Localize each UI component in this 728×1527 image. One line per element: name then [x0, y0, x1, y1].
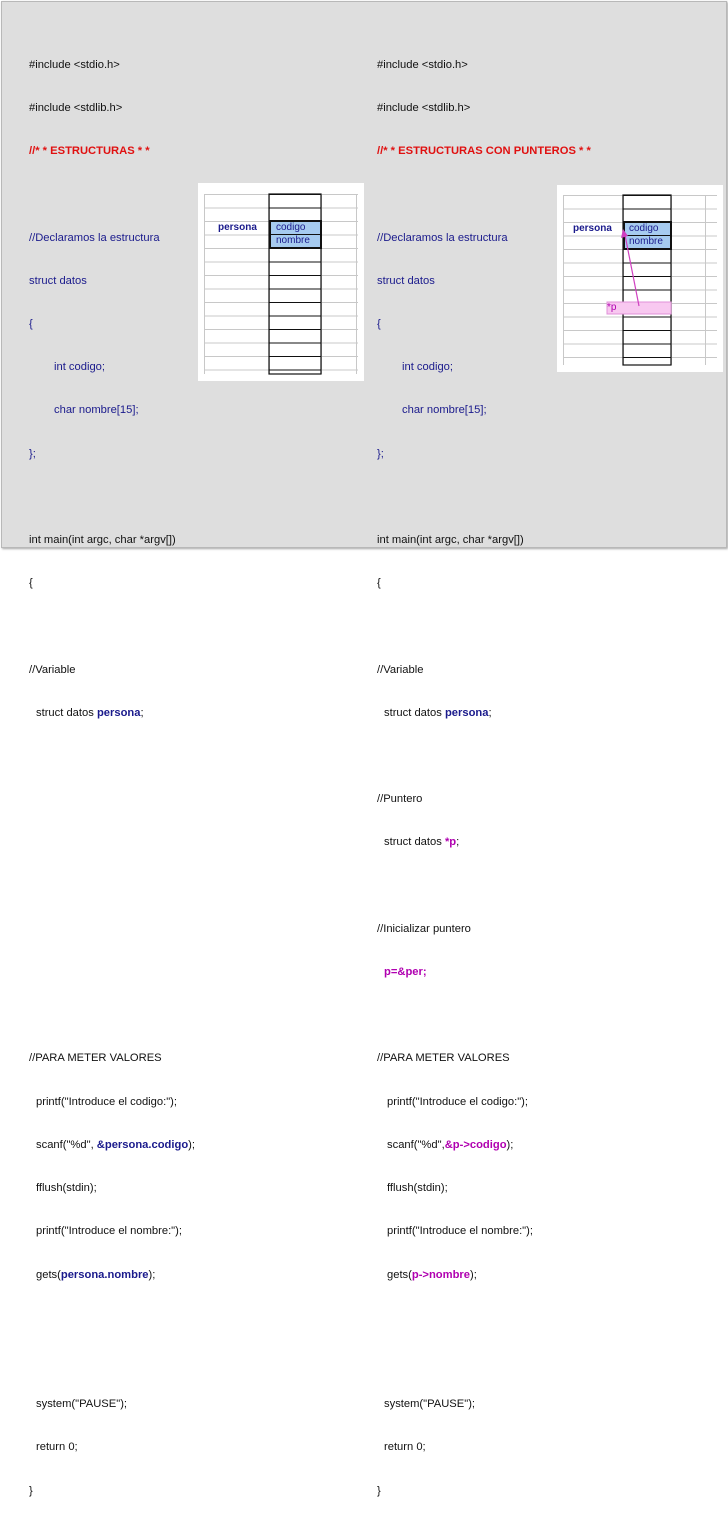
- left-main-open: {: [29, 577, 33, 590]
- right-scanf-suffix: );: [506, 1138, 514, 1151]
- right-brace-close: };: [377, 447, 384, 460]
- right-ptr-decl-prefix: struct datos: [384, 836, 445, 849]
- right-var-decl-suffix: ;: [488, 706, 492, 719]
- right-scanf-arg: &p->codigo: [444, 1138, 507, 1151]
- left-memory-grid: [198, 183, 364, 381]
- left-include-stdio: #include <stdio.h>: [29, 58, 120, 71]
- left-brace-close: };: [29, 447, 36, 460]
- left-field-nombre: char nombre[15];: [54, 404, 139, 417]
- left-var-declaration: [29, 706, 195, 720]
- right-init-statement: p=&per;: [384, 966, 427, 979]
- left-code-listing: [29, 29, 195, 1527]
- left-fflush: fflush(stdin);: [36, 1182, 97, 1195]
- right-ptr-declaration: [377, 835, 591, 849]
- left-var-decl-prefix: struct datos: [36, 706, 97, 719]
- left-main-close: }: [29, 1484, 33, 1497]
- right-ptr-name: *p: [444, 836, 457, 849]
- right-include-stdlib: #include <stdlib.h>: [377, 102, 471, 115]
- right-gets-suffix: );: [470, 1268, 477, 1281]
- right-struct-head: struct datos: [377, 274, 435, 287]
- left-nombre-label: nombre: [276, 235, 310, 246]
- left-var-decl-suffix: ;: [140, 706, 144, 719]
- left-scanf-suffix: );: [188, 1138, 196, 1151]
- right-gets-arg: p->nombre: [411, 1268, 470, 1281]
- right-values-comment: //PARA METER VALORES: [377, 1052, 510, 1065]
- right-init-comment: //Inicializar puntero: [377, 922, 471, 935]
- left-title-comment: //* * ESTRUCTURAS * *: [29, 145, 150, 158]
- left-var-comment: //Variable: [29, 663, 76, 676]
- left-codigo-label: codigo: [276, 222, 306, 233]
- left-gets-suffix: );: [148, 1268, 156, 1281]
- right-var-declaration: [377, 706, 591, 720]
- right-scanf-line: [377, 1138, 591, 1152]
- right-scanf-prefix: scanf("%d",: [387, 1138, 445, 1151]
- right-main-signature: int main(int argc, char *argv[]): [377, 534, 524, 547]
- left-scanf-prefix: scanf("%d",: [36, 1138, 97, 1151]
- right-field-nombre: char nombre[15];: [402, 404, 487, 417]
- left-scanf-line: [29, 1138, 195, 1152]
- right-memory-diagram: [557, 185, 723, 372]
- right-declare-comment: //Declaramos la estructura: [377, 231, 508, 244]
- left-return: return 0;: [36, 1441, 78, 1454]
- right-fflush: fflush(stdin);: [387, 1182, 448, 1195]
- right-memory-grid: [557, 185, 723, 372]
- left-printf-codigo: printf("Introduce el codigo:");: [36, 1095, 178, 1108]
- right-field-codigo: int codigo;: [402, 361, 453, 374]
- right-printf-nombre: printf("Introduce el nombre:");: [387, 1225, 533, 1238]
- right-var-comment: //Variable: [377, 663, 424, 676]
- left-memory-diagram: [198, 183, 364, 381]
- right-ptr-comment: //Puntero: [377, 793, 423, 806]
- right-nombre-label: nombre: [629, 236, 663, 247]
- right-ptr-label: *p: [607, 302, 617, 313]
- left-gets-arg: persona.nombre: [60, 1268, 149, 1281]
- right-gets-prefix: gets(: [387, 1268, 412, 1281]
- left-declare-comment: //Declaramos la estructura: [29, 231, 160, 244]
- left-brace-open: {: [29, 318, 33, 331]
- slide: [1, 1, 727, 1497]
- right-main-close: }: [377, 1484, 381, 1497]
- left-var-name: persona: [96, 706, 141, 719]
- right-gets-line: [377, 1268, 591, 1282]
- right-printf-codigo: printf("Introduce el codigo:");: [387, 1095, 529, 1108]
- right-ptr-decl-suffix: ;: [456, 836, 460, 849]
- left-struct-head: struct datos: [29, 274, 87, 287]
- right-brace-open: {: [377, 318, 381, 331]
- right-var-name: persona: [444, 706, 489, 719]
- left-persona-label: persona: [218, 222, 257, 233]
- left-gets-line: [29, 1268, 195, 1282]
- left-main-signature: int main(int argc, char *argv[]): [29, 534, 176, 547]
- left-system-pause: system("PAUSE");: [36, 1398, 128, 1411]
- right-main-open: {: [377, 577, 381, 590]
- right-return: return 0;: [384, 1441, 426, 1454]
- left-field-codigo: int codigo;: [54, 361, 105, 374]
- right-title-comment: //* * ESTRUCTURAS CON PUNTEROS * *: [377, 145, 591, 158]
- left-printf-nombre: printf("Introduce el nombre:");: [36, 1225, 182, 1238]
- right-system-pause: system("PAUSE");: [384, 1398, 476, 1411]
- left-gets-prefix: gets(: [36, 1268, 61, 1281]
- left-include-stdlib: #include <stdlib.h>: [29, 102, 123, 115]
- right-codigo-label: codigo: [629, 223, 659, 234]
- left-scanf-arg: &persona.codigo: [96, 1138, 189, 1151]
- right-var-decl-prefix: struct datos: [384, 706, 445, 719]
- left-values-comment: //PARA METER VALORES: [29, 1052, 162, 1065]
- right-include-stdio: #include <stdio.h>: [377, 58, 468, 71]
- right-persona-label: persona: [573, 223, 612, 234]
